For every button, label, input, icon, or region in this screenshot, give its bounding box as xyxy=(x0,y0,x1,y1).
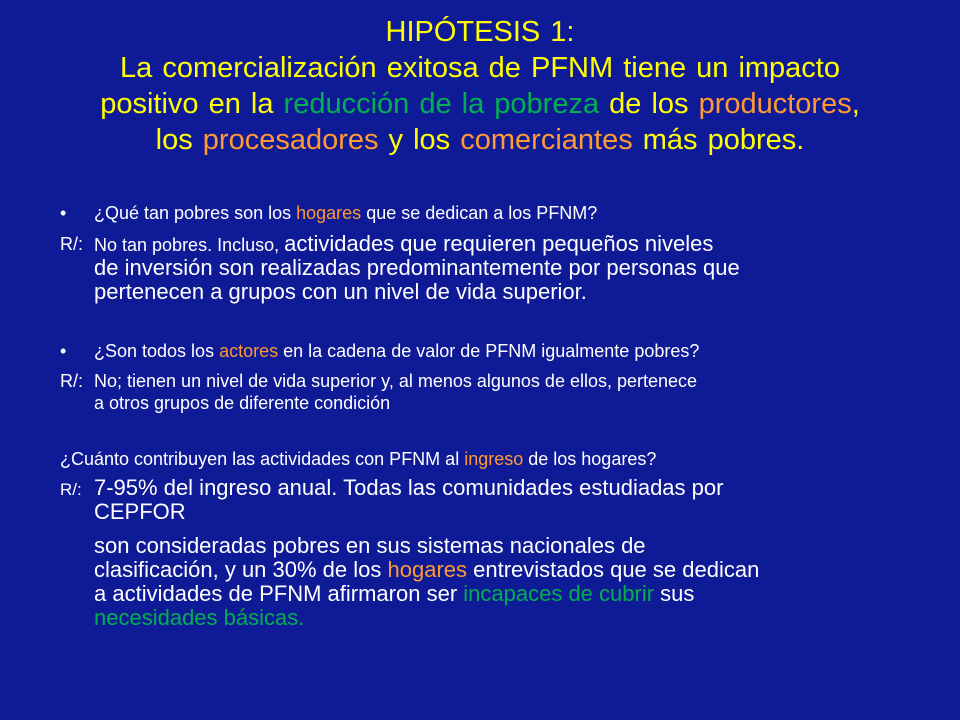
highlight-traders: comerciantes xyxy=(460,124,633,156)
answer-text-part: a actividades de PFNM afirmaron ser xyxy=(94,581,464,606)
answer-text: pertenecen a grupos con un nivel de vida superior. xyxy=(94,279,587,304)
answer-text xyxy=(94,582,940,606)
answer-text: son consideradas pobres en sus sistemas nacionales de xyxy=(94,533,646,558)
title-text: positivo en la xyxy=(100,88,284,120)
question-2-row xyxy=(60,340,940,362)
answer-text: de inversión son realizadas predominantemente por personas que xyxy=(94,255,740,280)
answer-3 xyxy=(60,476,940,630)
bullet: • xyxy=(60,203,67,223)
highlight-basic-needs: necesidades básicas. xyxy=(94,605,305,630)
answer-1 xyxy=(60,232,940,304)
answer-1-row xyxy=(60,232,940,304)
answer-text-part: clasificación, y un 30% de los xyxy=(94,557,388,582)
title-text: los xyxy=(155,124,203,156)
highlight-processors: procesadores xyxy=(202,124,379,156)
question-text: que se dedican a los PFNM? xyxy=(361,203,598,223)
title-line-4 xyxy=(30,122,930,158)
answer-text-part: entrevistados que se dedican xyxy=(467,557,760,582)
question-text: ¿Son todos los xyxy=(94,341,220,361)
question-2 xyxy=(60,340,940,362)
title-line-2: La comercialización exitosa de PFNM tiene un impacto xyxy=(120,52,840,84)
title-line-3 xyxy=(30,86,930,122)
title-text: más pobres. xyxy=(632,124,805,156)
question-text: de los hogares? xyxy=(523,449,657,469)
question-text: en la cadena de valor de PFNM igualmente pobres? xyxy=(278,341,700,361)
answer-text: CEPFOR xyxy=(94,499,186,524)
highlight-unable-to-cover: incapaces de cubrir xyxy=(463,581,655,606)
highlight-households: hogares xyxy=(387,557,468,582)
answer-label: R/: xyxy=(60,234,84,254)
answer-text-part: sus xyxy=(654,581,695,606)
title-text: de los xyxy=(599,88,699,120)
highlight-actors: actores xyxy=(219,341,279,361)
answer-label: R/: xyxy=(60,371,84,391)
highlight-households: hogares xyxy=(296,203,362,223)
answer-text xyxy=(94,558,940,582)
question-3-row xyxy=(60,448,940,470)
question-text: ¿Qué tan pobres son los xyxy=(94,203,297,223)
slide-title xyxy=(30,14,930,158)
highlight-producers: productores xyxy=(698,88,852,120)
answer-text: actividades que requieren pequeños niveles xyxy=(284,231,714,256)
answer-3-row xyxy=(60,476,940,630)
bullet: • xyxy=(60,341,67,361)
answer-text: 7-95% del ingreso anual. Todas las comunidades estudiadas por xyxy=(94,475,724,500)
question-1 xyxy=(60,202,940,224)
question-3 xyxy=(60,448,940,470)
answer-text: No; tienen un nivel de vida superior y, al menos algunos de ellos, pertenece xyxy=(94,371,698,391)
highlight-poverty-reduction: reducción de la pobreza xyxy=(283,88,600,120)
question-text: ¿Cuánto contribuyen las actividades con PFNM al xyxy=(60,449,465,469)
title-text: y los xyxy=(378,124,461,156)
answer-lead: No tan pobres. Incluso, xyxy=(94,235,285,255)
highlight-income: ingreso xyxy=(464,449,524,469)
title-line-1: HIPÓTESIS 1: xyxy=(385,16,575,48)
answer-2-row xyxy=(60,370,940,414)
answer-2 xyxy=(60,370,940,414)
question-1-row xyxy=(60,202,940,224)
answer-text: a otros grupos de diferente condición xyxy=(94,393,391,413)
answer-label: R/: xyxy=(60,480,82,499)
title-text: , xyxy=(851,88,860,120)
